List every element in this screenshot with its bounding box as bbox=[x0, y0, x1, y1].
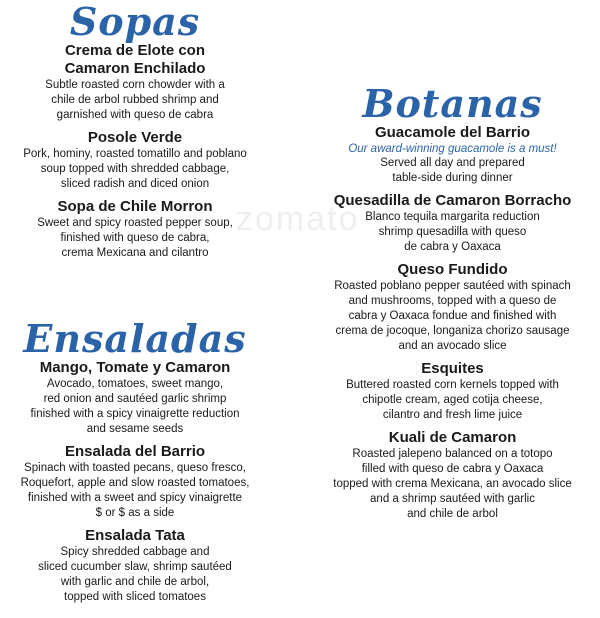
menu-item-name-line: Ensalada Tata bbox=[85, 527, 185, 544]
menu-item-description bbox=[305, 156, 600, 186]
menu-item-name bbox=[305, 124, 600, 142]
menu-item bbox=[305, 192, 600, 255]
menu-item-description-line: and a shrimp sautéed with garlic bbox=[370, 493, 535, 505]
menu-item-description-line: and mushrooms, topped with a queso de bbox=[348, 295, 557, 307]
menu-item-name-line: Mango, Tomate y Camaron bbox=[39, 359, 231, 376]
menu-item-name bbox=[0, 443, 270, 461]
menu-item-description-line: Roasted poblano pepper sautéed with spinach bbox=[334, 280, 571, 292]
menu-item-name-line: Crema de Elote con bbox=[64, 42, 206, 59]
menu-item-description-line: Avocado, tomatoes, sweet mango, bbox=[46, 378, 224, 390]
menu-item-description-line: sliced cucumber slaw, shrimp sautéed bbox=[38, 561, 232, 573]
section-title-sopas: Sopas bbox=[69, 0, 201, 44]
menu-item-description bbox=[305, 279, 600, 354]
menu-item-description-line: Roquefort, apple and slow roasted tomatoes, bbox=[20, 477, 250, 489]
menu-item-name bbox=[305, 261, 600, 279]
menu-item-name bbox=[0, 359, 270, 377]
menu-item-name bbox=[0, 42, 270, 78]
menu-item-name bbox=[305, 192, 600, 210]
menu-item-description-line: sliced radish and diced onion bbox=[60, 178, 210, 190]
menu-item-name-line: Guacamole del Barrio bbox=[374, 124, 531, 141]
menu-item-description-line: Blanco tequila margarita reduction bbox=[365, 211, 540, 223]
sopas-items bbox=[0, 42, 270, 261]
menu-item-description-line: Served all day and prepared bbox=[380, 157, 525, 169]
menu-item-name-line: Quesadilla de Camaron Borracho bbox=[333, 192, 572, 209]
left-column bbox=[0, 2, 270, 611]
menu-item-description bbox=[305, 447, 600, 522]
zomato-watermark: zomato bbox=[236, 200, 360, 238]
menu-item bbox=[305, 261, 600, 354]
menu-item-description-line: cilantro and fresh lime juice bbox=[382, 409, 523, 421]
ensaladas-items bbox=[0, 359, 270, 605]
menu-item-description bbox=[305, 378, 600, 423]
menu-item-description-line: and chile de arbol bbox=[407, 508, 498, 520]
menu-item-description-line: finished with queso de cabra, bbox=[60, 232, 210, 244]
right-column bbox=[305, 81, 600, 528]
menu-item bbox=[0, 527, 270, 605]
botanas-items bbox=[305, 124, 600, 522]
menu-item-description bbox=[0, 461, 270, 521]
menu-item bbox=[0, 129, 270, 192]
menu-item-description-line: cabra y Oaxaca fondue and finished with bbox=[348, 310, 557, 322]
menu-item-description-line: chipotle cream, aged cotija cheese, bbox=[362, 394, 543, 406]
menu-item-description-line: red onion and sautéed garlic shrimp bbox=[43, 393, 227, 405]
menu-item-name bbox=[0, 129, 270, 147]
menu-item-description-line: chile de arbol rubbed shrimp and bbox=[51, 94, 219, 106]
menu-item-description-line: table-side during dinner bbox=[392, 172, 513, 184]
menu-item-description-line: finished with a spicy vinaigrette reduction bbox=[30, 408, 240, 420]
menu-item-name-line: Ensalada del Barrio bbox=[64, 443, 206, 460]
menu-item-description-line: Spicy shredded cabbage and bbox=[60, 546, 210, 558]
menu-item-description-line: soup topped with shredded cabbage, bbox=[40, 163, 230, 175]
menu-item-description-line: Sweet and spicy roasted pepper soup, bbox=[37, 217, 233, 229]
menu-item bbox=[305, 124, 600, 186]
menu-item bbox=[305, 360, 600, 423]
menu-item-description-line: Roasted jalepeno balanced on a totopo bbox=[352, 448, 553, 460]
menu-item-name bbox=[0, 198, 270, 216]
menu-item-name-line: Esquites bbox=[421, 360, 484, 377]
menu-item-description-line: filled with queso de cabra y Oaxaca bbox=[361, 463, 544, 475]
menu-item-description-line: topped with sliced tomatoes bbox=[64, 591, 206, 603]
menu-item-name bbox=[305, 360, 600, 378]
menu-item-name-line: Sopa de Chile Morron bbox=[57, 198, 213, 215]
menu-item-description bbox=[305, 210, 600, 255]
menu-item-name-line: Posole Verde bbox=[87, 129, 183, 146]
menu-item-description-line: crema de jocoque, longaniza chorizo sausage bbox=[335, 325, 570, 337]
menu-item-tagline: Our award-winning guacamole is a must! bbox=[348, 143, 557, 155]
menu-item-description-line: garnished with queso de cabra bbox=[56, 109, 214, 121]
menu-item-name-line: Queso Fundido bbox=[397, 261, 508, 278]
menu-item-description-line: Subtle roasted corn chowder with a bbox=[45, 79, 225, 91]
menu-item-description bbox=[0, 545, 270, 605]
menu-item bbox=[0, 42, 270, 123]
menu-item-description-line: Spinach with toasted pecans, queso fresco, bbox=[24, 462, 246, 474]
menu-item-description bbox=[0, 147, 270, 192]
menu-item-description bbox=[0, 78, 270, 123]
menu-item-description-line: Buttered roasted corn kernels topped with bbox=[346, 379, 559, 391]
menu-item-description-line: Pork, hominy, roasted tomatillo and poblano bbox=[23, 148, 247, 160]
menu-item-description-line: shrimp quesadilla with queso bbox=[378, 226, 527, 238]
menu-item-name bbox=[305, 429, 600, 447]
menu-item bbox=[0, 198, 270, 261]
menu-item bbox=[0, 359, 270, 437]
menu-item-description-line: and sesame seeds bbox=[86, 423, 184, 435]
menu-item bbox=[0, 443, 270, 521]
menu-item-description-line: de cabra y Oaxaca bbox=[404, 241, 501, 253]
section-title-ensaladas: Ensaladas bbox=[23, 316, 247, 361]
menu-item-description-line: crema Mexicana and cilantro bbox=[61, 247, 209, 259]
menu-item bbox=[305, 429, 600, 522]
menu-item-name bbox=[0, 527, 270, 545]
menu-item-description-line: finished with a sweet and spicy vinaigrette bbox=[27, 492, 243, 504]
menu-item-description-line: with garlic and chile de arbol, bbox=[60, 576, 210, 588]
menu-item-description-line: and an avocado slice bbox=[398, 340, 507, 352]
menu-item-description bbox=[0, 216, 270, 261]
menu-item-description-line: $ or $ as a side bbox=[95, 507, 175, 519]
menu-item-description bbox=[0, 377, 270, 437]
menu-item-name-line: Camaron Enchilado bbox=[64, 60, 206, 77]
menu-item-name-line: Kuali de Camaron bbox=[388, 429, 517, 446]
section-title-botanas: Botanas bbox=[362, 81, 543, 126]
menu-item-description-line: topped with crema Mexicana, an avocado slice bbox=[333, 478, 572, 490]
